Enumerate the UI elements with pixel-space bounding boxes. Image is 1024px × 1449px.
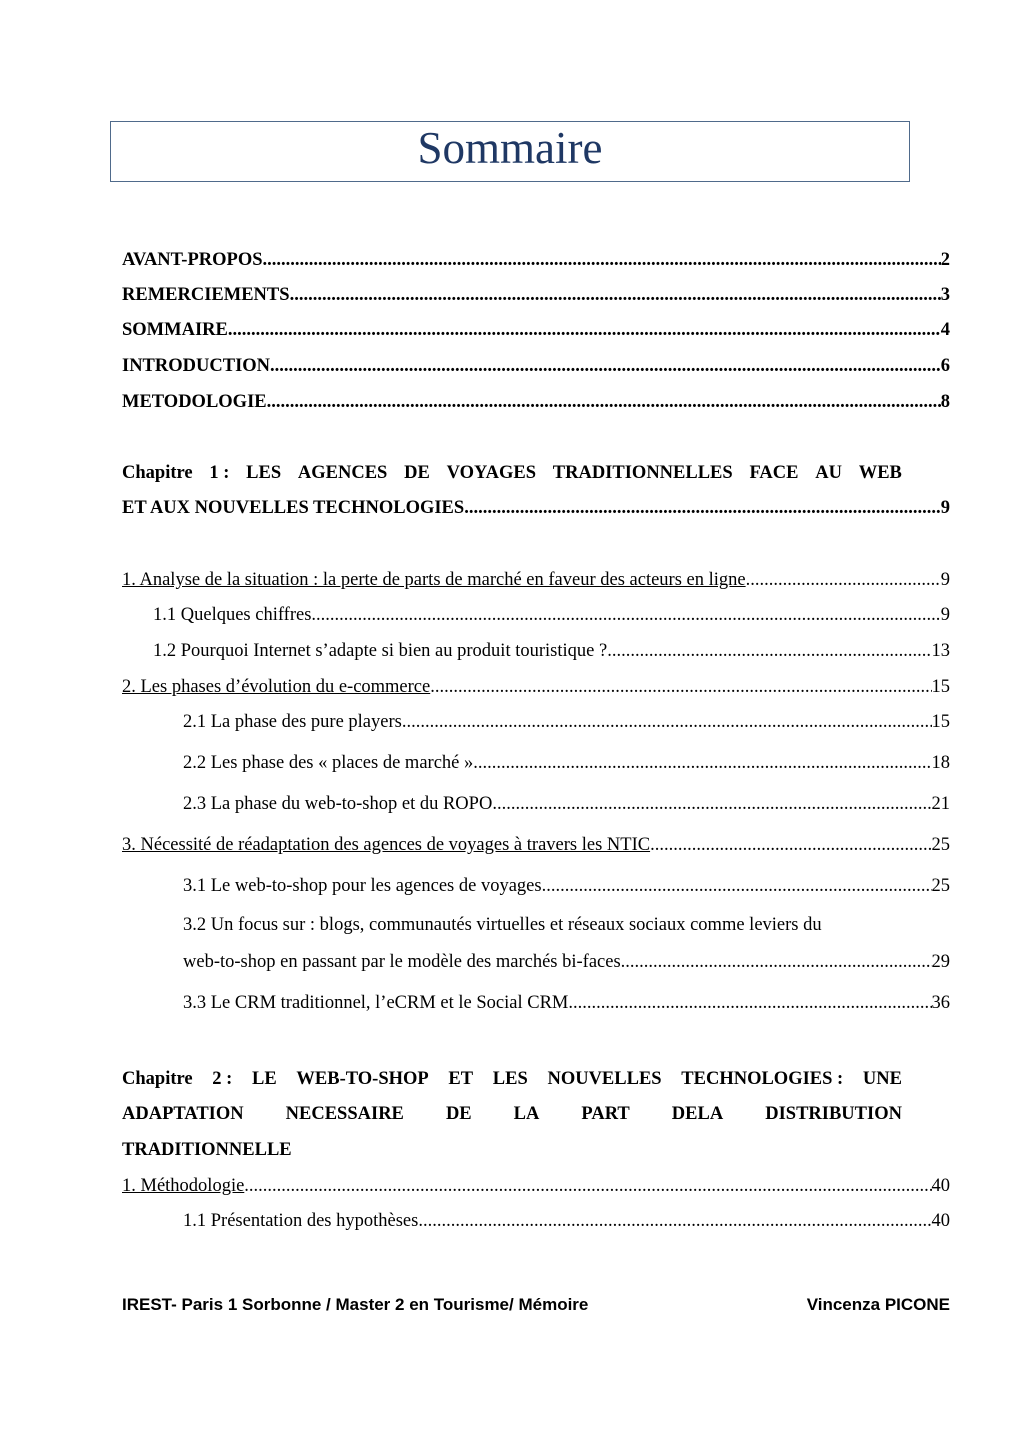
toc-entry-avant-propos[interactable] [122, 249, 950, 271]
toc-entry-label: 1.1 Présentation des hypothèses [183, 1211, 419, 1231]
heading-word: LES [246, 463, 282, 483]
heading-word: Chapitre [122, 463, 193, 483]
toc-entry-page: 3 [940, 285, 950, 305]
toc-entry-ch2-1[interactable] [122, 1175, 950, 1197]
toc-entry-label: 2.2 Les phase des « places de marché » [183, 753, 474, 773]
dot-leader [430, 676, 931, 698]
dot-leader [271, 391, 941, 413]
heading-word: WEB [858, 463, 902, 483]
toc-entry-3[interactable] [122, 834, 950, 856]
toc-entry-label: 3.3 Le CRM traditionnel, l’eCRM et le Social CRM [183, 993, 569, 1013]
toc-entry-page: 9 [940, 498, 950, 518]
toc-entry-label: INTRODUCTION [122, 356, 271, 376]
toc-entry-label: REMERCIEMENTS [122, 285, 290, 305]
heading-word: 2 : [212, 1069, 233, 1089]
dot-leader [473, 752, 931, 774]
toc-entry-label: web-to-shop en passant par le modèle des marchés bi-faces [183, 952, 621, 972]
toc-entry-page: 25 [931, 835, 950, 855]
toc-entry-metodologie[interactable] [122, 391, 950, 413]
toc-entry-ch2-1-1[interactable] [183, 1210, 950, 1232]
toc-entry-page: 15 [931, 712, 950, 732]
dot-leader [244, 1175, 931, 1197]
toc-entry-page: 9 [940, 570, 950, 590]
toc-entry-2-2[interactable] [183, 752, 950, 774]
heading-word: LE [252, 1069, 277, 1089]
toc-entry-label: 2.1 La phase des pure players [183, 712, 402, 732]
heading-word: PART [581, 1104, 630, 1124]
heading-word: DE [404, 463, 430, 483]
dot-leader [263, 249, 941, 271]
toc-entry-label: 1. Analyse de la situation : la perte de parts de marché en faveur des acteurs en ligne [122, 570, 746, 590]
heading-word: WEB-TO-SHOP [296, 1069, 429, 1089]
dot-leader [650, 834, 931, 856]
dot-leader [290, 284, 941, 306]
dot-leader [316, 604, 941, 626]
chapter-1-heading-line-2[interactable] [122, 497, 950, 519]
toc-entry-label: 2. Les phases d’évolution du e-commerce [122, 677, 431, 697]
toc-entry-label: 2.3 La phase du web-to-shop et du ROPO [183, 794, 493, 814]
dot-leader [607, 640, 931, 662]
toc-entry-page: 25 [931, 876, 950, 896]
dot-leader [228, 319, 941, 341]
heading-word: VOYAGES [446, 463, 536, 483]
toc-entry-page: 4 [940, 320, 950, 340]
heading-word: NECESSAIRE [285, 1104, 404, 1124]
heading-word: DELA [671, 1104, 724, 1124]
chapter-2-heading-text: TRADITIONNELLE [122, 1140, 292, 1160]
footer-right: Vincenza PICONE [806, 1295, 950, 1314]
heading-word: TECHNOLOGIES : [681, 1069, 844, 1089]
heading-word: AU [815, 463, 842, 483]
heading-word: DE [445, 1104, 472, 1124]
footer-left: IREST- Paris 1 Sorbonne / Master 2 en Tourisme/ Mémoire [122, 1295, 589, 1314]
toc-entry-3-3[interactable] [183, 992, 950, 1014]
chapter-2-heading-line-2[interactable] [122, 1103, 902, 1125]
chapter-1-heading-text: ET AUX NOUVELLES TECHNOLOGIES [122, 498, 465, 518]
toc-entry-2[interactable] [122, 676, 950, 698]
dot-leader [418, 1210, 931, 1232]
toc-entry-page: 21 [931, 794, 950, 814]
toc-entry-page: 9 [940, 605, 950, 625]
dot-leader [402, 711, 932, 733]
toc-entry-sommaire[interactable] [122, 319, 950, 341]
heading-word: DISTRIBUTION [765, 1104, 902, 1124]
toc-entry-label: 1. Méthodologie [122, 1176, 245, 1196]
heading-word: UNE [862, 1069, 902, 1089]
toc-entry-page: 2 [940, 250, 950, 270]
toc-entry-label: 1.2 Pourquoi Internet s’adapte si bien au produit touristique ? [153, 641, 608, 661]
toc-entry-page: 36 [931, 993, 950, 1013]
toc-entry-2-1[interactable] [183, 711, 950, 733]
heading-word: Chapitre [122, 1069, 193, 1089]
toc-entry-1-2[interactable] [153, 640, 950, 662]
heading-word: ADAPTATION [122, 1104, 244, 1124]
toc-entry-label: 3.1 Le web-to-shop pour les agences de voyages. [183, 876, 547, 896]
dot-leader [746, 569, 941, 591]
heading-word: AGENCES [297, 463, 388, 483]
toc-entry-label: AVANT-PROPOS [122, 250, 263, 270]
toc-entry-3-1[interactable] [183, 875, 950, 897]
chapter-2-heading-line-1[interactable] [122, 1068, 902, 1090]
toc-entry-label: METODOLOGIE. [122, 392, 272, 412]
toc-entry-1-1[interactable] [153, 604, 950, 626]
toc-entry-page: 18 [931, 753, 950, 773]
toc-entry-1[interactable] [122, 569, 950, 591]
toc-entry-label: 1.1 Quelques chiffres. [153, 605, 317, 625]
heading-word: NOUVELLES [547, 1069, 662, 1089]
heading-word: ET [448, 1069, 474, 1089]
toc-entry-page: 8 [940, 392, 950, 412]
toc-entry-label: SOMMAIRE [122, 320, 228, 340]
page-title: Sommaire [417, 123, 603, 173]
heading-word: LES [492, 1069, 528, 1089]
toc-entry-label: 3.2 Un focus sur : blogs, communautés virtuelles et réseaux sociaux comme leviers du [183, 915, 822, 935]
toc-entry-introduction[interactable] [122, 355, 950, 377]
toc-entry-page: 40 [931, 1176, 950, 1196]
heading-word: FACE [749, 463, 799, 483]
chapter-2-heading-line-3[interactable] [122, 1139, 522, 1161]
dot-leader [464, 497, 941, 519]
dot-leader [492, 793, 931, 815]
toc-entry-label: 3. Nécessité de réadaptation des agences de voyages à travers les NTIC [122, 835, 651, 855]
chapter-1-heading-line-1[interactable] [122, 462, 902, 484]
heading-word: 1 : [209, 463, 230, 483]
heading-word: LA [513, 1104, 540, 1124]
toc-entry-3-2-line-1[interactable] [183, 914, 950, 936]
toc-entry-remerciements[interactable] [122, 284, 950, 306]
toc-entry-page: 29 [931, 952, 950, 972]
toc-entry-2-3[interactable] [183, 793, 950, 815]
dot-leader [546, 875, 931, 897]
page-footer [122, 1294, 950, 1316]
toc-entry-page: 40 [931, 1211, 950, 1231]
toc-entry-page: 15 [931, 677, 950, 697]
dot-leader [621, 951, 932, 973]
dot-leader [568, 992, 931, 1014]
dot-leader [270, 355, 941, 377]
heading-word: TRADITIONNELLES [552, 463, 733, 483]
toc-entry-3-2-line-2[interactable] [183, 951, 950, 973]
toc-entry-page: 6 [940, 356, 950, 376]
toc-entry-page: 13 [931, 641, 950, 661]
